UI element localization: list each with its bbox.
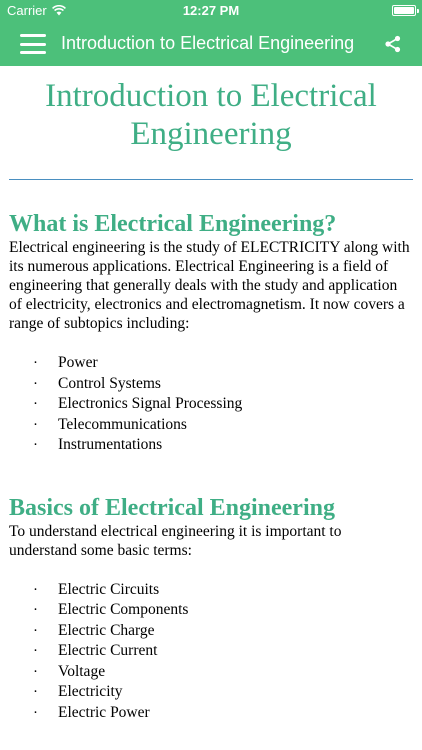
nav-title: Introduction to Electrical Engineering (61, 33, 355, 53)
status-bar (0, 0, 422, 22)
share-icon[interactable] (384, 35, 402, 53)
navigation-bar (0, 22, 422, 66)
list-item: · Instrumentations (0, 435, 422, 456)
list-item: · Voltage (0, 662, 422, 683)
status-time: 12:27 PM (182, 3, 240, 18)
section-paragraph-basics: To understand electrical engineering it is important to understand some basic terms: (9, 522, 342, 559)
list-item: · Electric Components (0, 600, 422, 621)
page-title: Introduction to Electrical Engineering (45, 78, 377, 152)
hamburger-menu-icon[interactable] (20, 34, 46, 54)
list-item: · Electronics Signal Processing (0, 394, 422, 415)
section-paragraph-what-is: Electrical engineering is the study of ELECTRICITY along with its numerous applications. Electrical Engineering is a field of engineering that generally deals with the study and application of electricity, electronics and electromagnetism. It now covers a range of subtopics including: (9, 239, 410, 332)
list-item: · Electric Current (0, 641, 422, 662)
list-item: · Electric Circuits (0, 580, 422, 601)
title-divider (9, 179, 413, 180)
battery-icon (392, 5, 416, 16)
list-item: · Power (0, 353, 422, 374)
list-item: · Electric Charge (0, 621, 422, 642)
article-content (0, 66, 422, 723)
basic-terms-list (0, 580, 422, 724)
subtopics-list (0, 353, 422, 456)
section-heading-what-is: What is Electrical Engineering? (9, 211, 337, 237)
carrier-label: Carrier (7, 3, 47, 18)
list-item: · Telecommunications (0, 415, 422, 436)
section-heading-basics: Basics of Electrical Engineering (9, 494, 335, 521)
list-item: · Electricity (0, 682, 422, 703)
list-item: · Control Systems (0, 374, 422, 395)
list-item: · Electric Power (0, 703, 422, 724)
app-header (0, 0, 422, 66)
